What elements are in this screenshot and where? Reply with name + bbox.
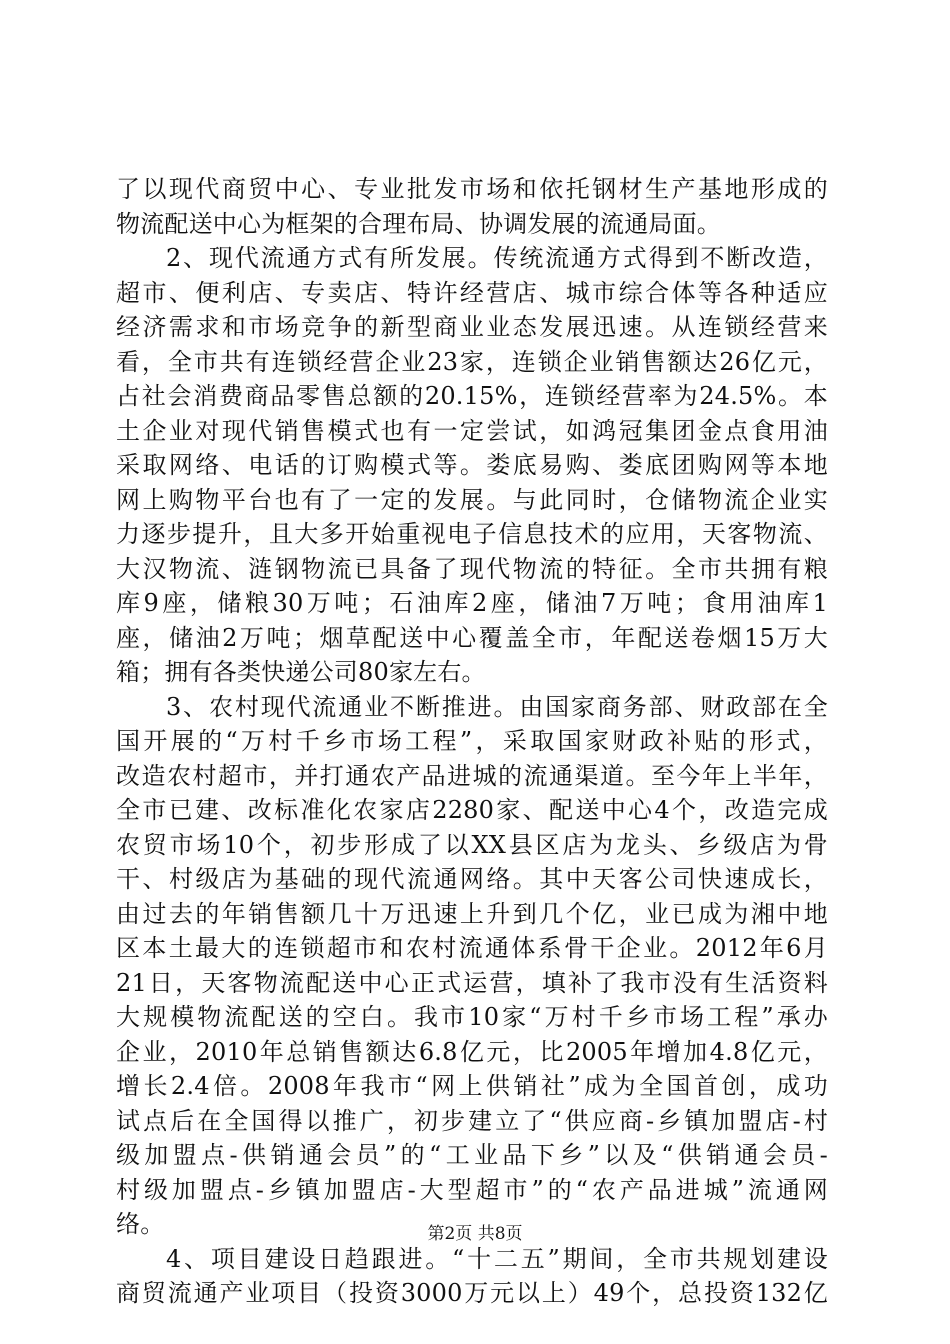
text-line: 络。 xyxy=(116,1210,165,1238)
text-line: 库9座，储粮30万吨；石油库2座，储油7万吨；食用油库1 xyxy=(116,589,828,617)
text-line: 干、村级店为基础的现代流通网络。其中天客公司快速成长， xyxy=(116,865,828,893)
text-line: 村级加盟点-乡镇加盟店-大型超市”的“农产品进城”流通网 xyxy=(116,1175,828,1204)
text-line: 商贸流通产业项目（投资3000万元以上）49个，总投资132亿 xyxy=(116,1279,828,1307)
text-line: 经济需求和市场竞争的新型商业业态发展迅速。从连锁经营来 xyxy=(116,313,828,341)
text-line: 了以现代商贸中心、专业批发市场和依托钢材生产基地形成的 xyxy=(116,175,828,203)
text-line: 占社会消费商品零售总额的20.15%，连锁经营率为24.5%。本 xyxy=(116,382,828,410)
text-line: 采取网络、电话的订购模式等。娄底易购、娄底团购网等本地 xyxy=(116,451,828,479)
text-line: 座，储油2万吨；烟草配送中心覆盖全市，年配送卷烟15万大 xyxy=(116,623,828,652)
text-line: 试点后在全国得以推广，初步建立了“供应商-乡镇加盟店-村 xyxy=(116,1106,828,1135)
text-line: 农贸市场10个，初步形成了以XX县区店为龙头、乡级店为骨 xyxy=(116,830,828,859)
text-line: 全市已建、改标准化农家店2280家、配送中心4个，改造完成 xyxy=(116,796,828,824)
text-line: 增长2.4倍。2008年我市“网上供销社”成为全国首创，成功 xyxy=(116,1072,828,1100)
text-line: 由过去的年销售额几十万迅速上升到几个亿，业已成为湘中地 xyxy=(116,899,828,928)
text-line: 国开展的“万村千乡市场工程”，采取国家财政补贴的形式， xyxy=(116,727,828,755)
text-line: 箱；拥有各类快递公司80家左右。 xyxy=(116,658,486,686)
text-line: 物流配送中心为框架的合理布局、协调发展的流通局面。 xyxy=(116,209,721,238)
text-line: 力逐步提升，且大多开始重视电子信息技术的应用，天客物流、 xyxy=(116,520,828,548)
text-line: 企业，2010年总销售额达6.8亿元，比2005年增加4.8亿元， xyxy=(116,1037,828,1066)
text-line: 21日，天客物流配送中心正式运营，填补了我市没有生活资料 xyxy=(116,968,828,997)
text-line: 土企业对现代销售模式也有一定尝试，如鸿冠集团金点食用油 xyxy=(116,416,828,445)
text-line: 3、农村现代流通业不断推进。由国家商务部、财政部在全 xyxy=(166,692,828,721)
text-line: 超市、便利店、专卖店、特许经营店、城市综合体等各种适应 xyxy=(116,278,828,307)
page-footer: 第2页 共8页 xyxy=(427,1224,523,1244)
text-line: 看，全市共有连锁经营企业23家，连锁企业销售额达26亿元， xyxy=(116,347,828,376)
text-line: 网上购物平台也有了一定的发展。与此同时，仓储物流企业实 xyxy=(116,485,828,514)
text-line: 大规模物流配送的空白。我市10家“万村千乡市场工程”承办 xyxy=(116,1003,828,1031)
text-line: 4、项目建设日趋跟进。“十二五”期间，全市共规划建设 xyxy=(166,1244,828,1273)
text-line: 2、现代流通方式有所发展。传统流通方式得到不断改造， xyxy=(166,244,828,272)
text-line: 大汉物流、涟钢物流已具备了现代物流的特征。全市共拥有粮 xyxy=(116,554,828,583)
text-line: 改造农村超市，并打通农产品进城的流通渠道。至今年上半年， xyxy=(116,761,828,790)
document-body xyxy=(116,172,828,1311)
text-line: 区本土最大的连锁超市和农村流通体系骨干企业。2012年6月 xyxy=(116,934,828,962)
text-line: 级加盟点-供销通会员”的“工业品下乡”以及“供销通会员- xyxy=(116,1141,828,1169)
